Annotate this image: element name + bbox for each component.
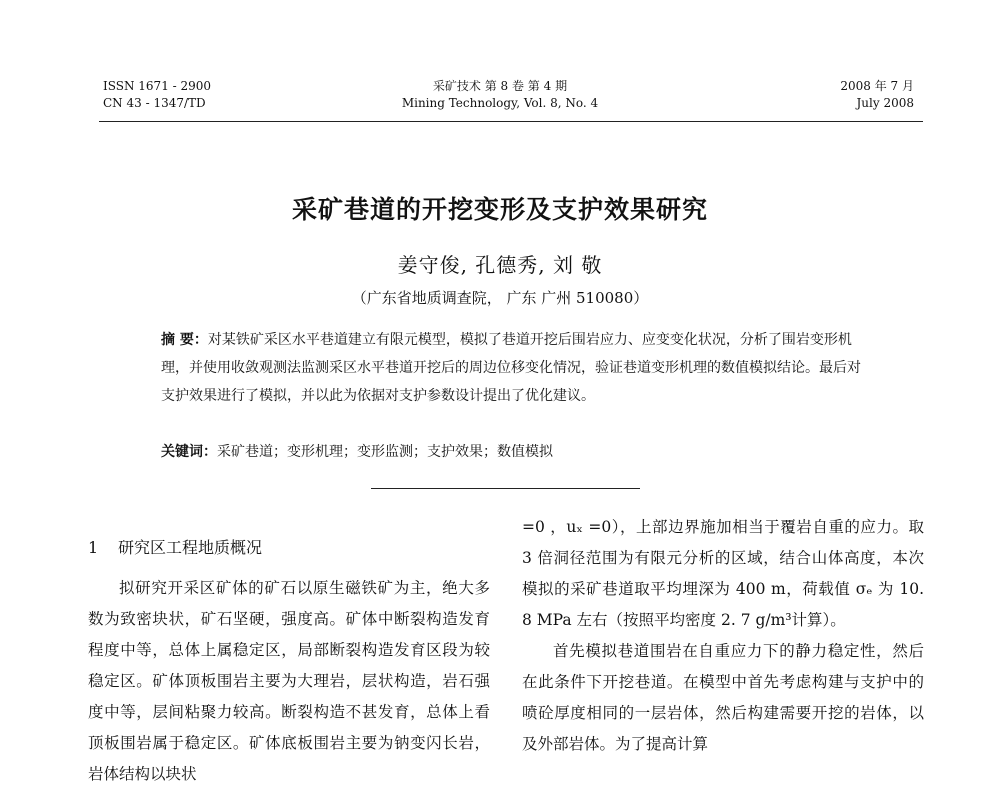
keywords-text: 采矿巷道；变形机理；变形监测；支护效果；数值模拟 (217, 444, 553, 460)
date-cn: 2008 年 7 月 (840, 79, 914, 93)
paper-affiliation: （广东省地质调查院， 广东 广州 510080） (351, 289, 649, 307)
header-rule (99, 121, 923, 122)
section-title: 研究区工程地质概况 (118, 538, 263, 557)
cn-number: CN 43 - 1347/TD (103, 96, 206, 110)
keywords-label: 关键词： (161, 444, 217, 460)
abstract-label: 摘 要： (161, 332, 208, 348)
section-body (88, 573, 490, 790)
date-en: July 2008 (856, 96, 914, 110)
body-paragraph: 首先模拟巷道围岩在自重应力下的静力稳定性，然后在此条件下开挖巷道。在模型中首先考虑构建与支护中的喷砼厚度相同的一层岩体，然后构建需要开挖的岩体，以及外部岩体。为了提高计算 (522, 642, 924, 753)
left-column (88, 532, 490, 790)
journal-name-cn: 采矿技术 第 8 卷 第 4 期 (432, 79, 568, 93)
right-column-body (522, 512, 924, 760)
abstract (161, 326, 861, 410)
keywords (161, 438, 861, 466)
section-number: 1 (88, 538, 99, 557)
header-right (840, 78, 914, 112)
abstract-text: 对某铁矿采区水平巷道建立有限元模型，模拟了巷道开挖后围岩应力、应变变化状况，分析了围岩变形机理，并使用收敛观测法监测采区水平巷道开挖后的周边位移变化情况，验证巷道变形机理的数值模拟结论。最后对支护效果进行了模拟，并以此为依据对支护参数设计提出了优化建议。 (161, 332, 861, 404)
section-divider (371, 488, 640, 489)
continued-paragraph: =0 ，uₓ =0），上部边界施加相当于覆岩自重的应力。取 3 倍洞径范围为有限元分析的区域，结合山体高度，本次模拟的采矿巷道取平均埋深为 400 m，荷载值 σₑ 为 10. 8 MPa 左右（按照平均密度 2. 7 g/m³计算）。 (522, 518, 924, 629)
journal-name-en: Mining Technology, Vol. 8, No. 4 (401, 96, 599, 110)
right-column (522, 512, 924, 760)
section-heading (88, 532, 490, 563)
issn: ISSN 1671 - 2900 (103, 79, 212, 93)
paper-title: 采矿巷道的开挖变形及支护效果研究 (291, 195, 708, 224)
paper-authors: 姜守俊, 孔德秀, 刘 敬 (397, 253, 603, 277)
body-paragraph: 拟研究开采区矿体的矿石以原生磁铁矿为主，绝大多数为致密块状，矿石坚硬，强度高。矿体中断裂构造发育程度中等，总体上属稳定区，局部断裂构造发育区段为较稳定区。矿体顶板围岩主要为大理岩，层状构造，岩石强度中等，层间粘聚力较高。断裂构造不甚发育，总体上看顶板围岩属于稳定区。矿体底板围岩主要为钠变闪长岩，岩体结构以块状 (88, 579, 490, 783)
